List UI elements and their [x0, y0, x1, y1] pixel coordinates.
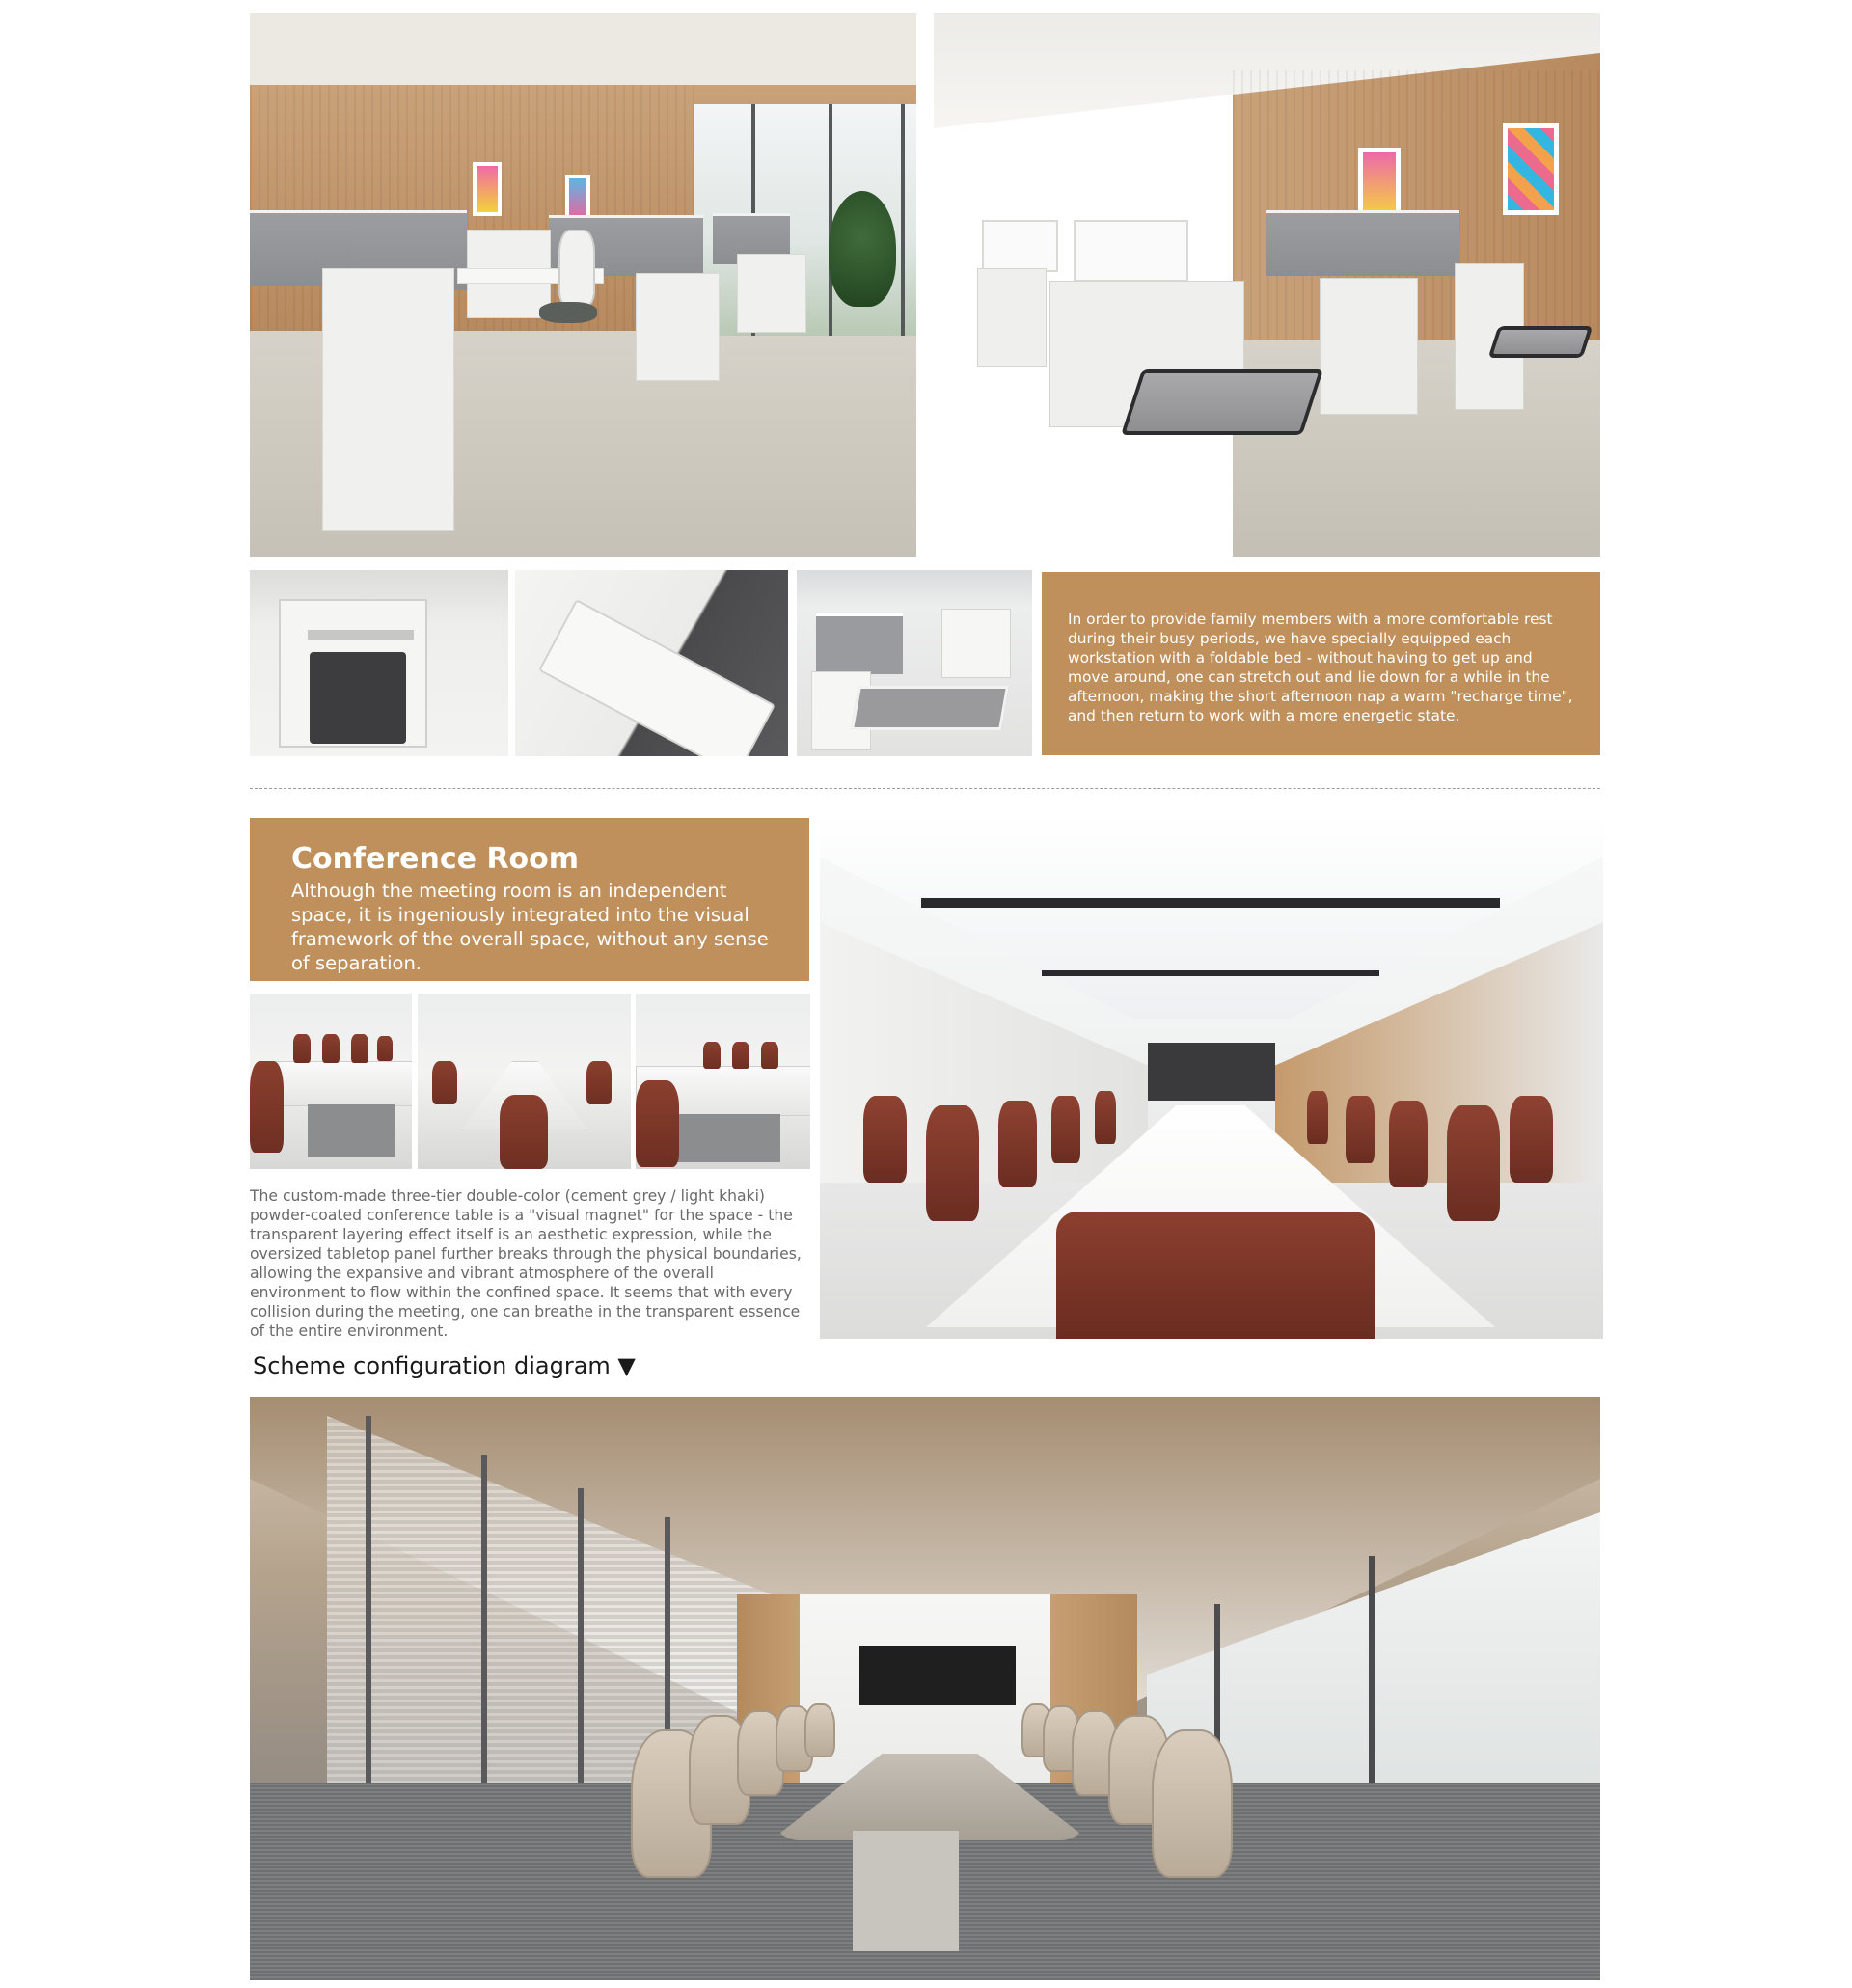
leather-chair — [1389, 1101, 1428, 1187]
leather-chair — [1095, 1091, 1116, 1144]
workstation-bed-thumbnail — [797, 570, 1032, 756]
lounge-chair — [804, 1703, 835, 1757]
leather-chair — [732, 1042, 749, 1069]
leather-chair — [703, 1042, 721, 1069]
leather-chair — [586, 1061, 612, 1104]
storage-cabinet — [1320, 278, 1418, 415]
wall-poster — [1503, 123, 1559, 215]
storage-cabinet — [737, 254, 806, 333]
potted-plant — [829, 191, 896, 307]
cubicle-partition — [1266, 210, 1459, 276]
leather-chair — [1051, 1096, 1080, 1163]
ceiling-beam — [921, 898, 1500, 908]
leather-chair — [432, 1061, 457, 1104]
storage-cabinet — [941, 609, 1011, 678]
foldable-bed — [851, 686, 1009, 730]
conference-intro-text: Although the meeting room is an independent space, it is ingeniously integrated into the visual framework of the overall space, without any sense of separation. — [291, 880, 769, 974]
cubicle-partition — [816, 613, 903, 674]
office-workstation-photo — [250, 13, 916, 557]
scheme-diagram-label: Scheme configuration diagram ▼ — [253, 1352, 636, 1379]
leather-chair — [926, 1105, 979, 1221]
table-base — [308, 1104, 395, 1157]
bed-storage-thumbnail — [250, 570, 508, 756]
foldable-bed — [1121, 369, 1323, 435]
ceiling-beam — [1042, 970, 1379, 976]
leather-chair — [863, 1096, 907, 1183]
rest-info-text: In order to provide family members with a more comfortable rest during their busy periods, we have specially equipped each workstation with a foldable bed - without having to get up and move around, one can stretch out and lie down for a while in the afternoon, making the short afternoon nap a warm "recharge time", and then return to work with a more energetic state. — [1068, 611, 1573, 724]
leather-chair — [377, 1036, 393, 1061]
leather-chair — [351, 1034, 368, 1063]
conference-description: The custom-made three-tier double-color (cement grey / light khaki) powder-coated conference table is a "visual magnet" for the space - the transparent layering effect itself is an aesthetic expression, while the oversized tabletop panel further breaks through the physical boundaries, allowing the expansive and vibrant atmosphere of the overall environment to flow within the confined space. It seems that with every collision during the meeting, one can breathe in the transparent essence of the entire environment. — [250, 1187, 802, 1340]
storage-cabinet — [636, 273, 720, 381]
leather-chair — [1510, 1096, 1553, 1183]
leather-chair — [250, 1061, 284, 1153]
leather-chair — [998, 1101, 1037, 1187]
window-mullion — [901, 104, 905, 336]
office-chair-seat — [539, 302, 597, 323]
cubicle-panel — [322, 268, 454, 531]
conference-thumbnail — [250, 994, 412, 1169]
lounge-chair — [1152, 1729, 1233, 1878]
office-chair — [558, 230, 595, 306]
leather-chair — [500, 1095, 548, 1169]
open-shelf — [1074, 220, 1188, 282]
leather-chair — [293, 1034, 311, 1063]
conference-thumbnail — [418, 994, 631, 1169]
pull-out-panel — [538, 599, 776, 756]
conference-title: Conference Room — [291, 842, 580, 876]
leather-chair — [1307, 1091, 1328, 1144]
conference-room-photo — [820, 816, 1603, 1339]
leather-chair — [1346, 1096, 1375, 1163]
display-screen — [1148, 1043, 1275, 1101]
open-shelf — [982, 220, 1058, 272]
front-leather-chair — [1056, 1212, 1375, 1339]
table-base — [674, 1114, 780, 1162]
section-divider — [250, 788, 1600, 789]
leather-chair — [322, 1034, 340, 1063]
leather-chair — [636, 1080, 679, 1167]
leather-chair — [761, 1042, 778, 1069]
conference-thumbnail — [636, 994, 810, 1169]
folded-bed — [310, 652, 406, 744]
foldable-bed-workstation-photo — [934, 13, 1600, 557]
wall-poster — [565, 175, 590, 221]
wall-poster — [473, 162, 502, 216]
conference-intro-panel — [250, 818, 809, 981]
storage-cabinet — [977, 268, 1047, 367]
foldable-bed — [1488, 326, 1593, 358]
pull-out-panel-thumbnail — [515, 570, 788, 756]
drawer — [308, 630, 414, 640]
leather-chair — [1447, 1105, 1500, 1221]
scheme-conference-room-photo — [250, 1397, 1600, 1980]
wall-poster — [1358, 148, 1401, 215]
rest-info-panel — [1042, 572, 1600, 755]
wall-display — [859, 1646, 1016, 1705]
table-base — [853, 1831, 959, 1951]
